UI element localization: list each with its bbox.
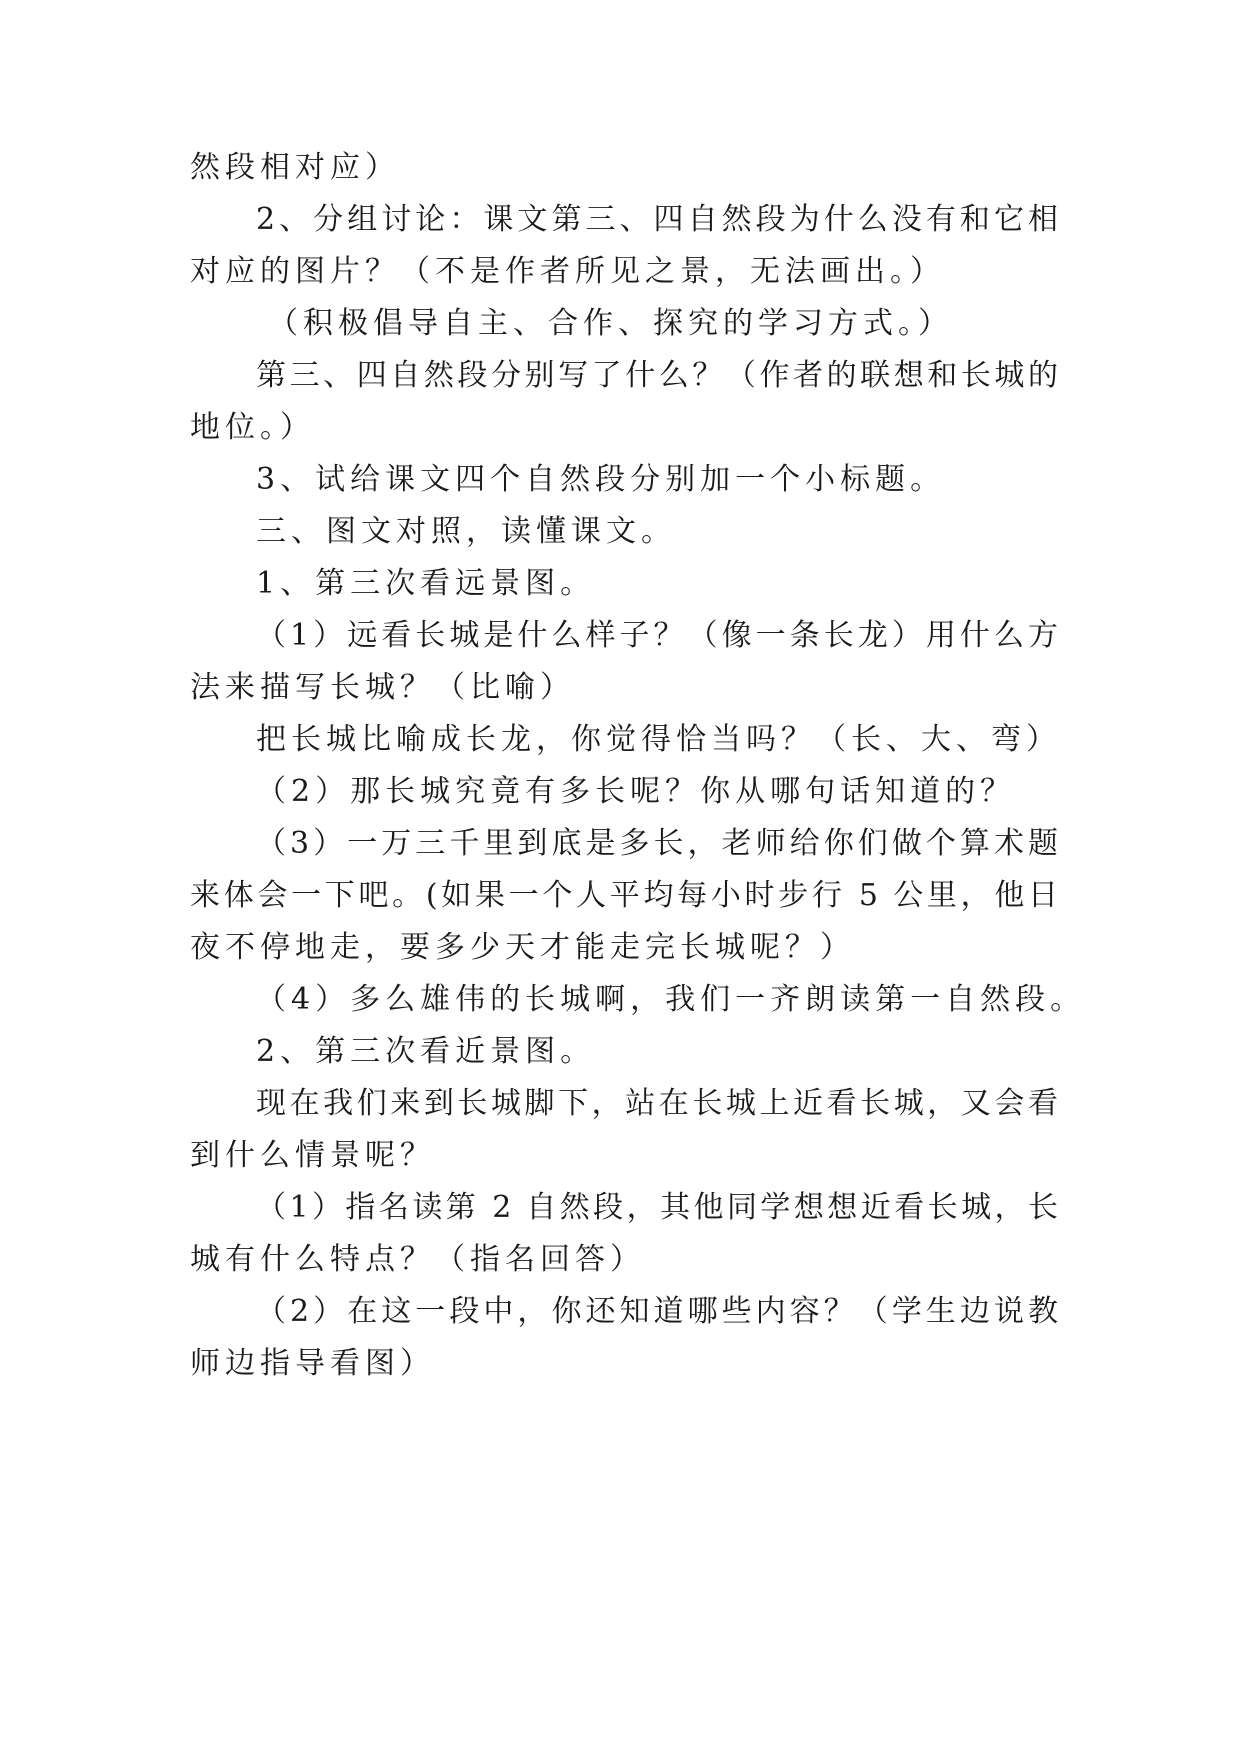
text-line: （2）那长城究竟有多长呢？你从哪句话知道的？: [256, 774, 1016, 809]
text-line: 到什么情景呢？: [190, 1138, 435, 1173]
text-line: 师边指导看图）: [190, 1346, 435, 1381]
text-line: 现在我们来到长城脚下，站在长城上近看长城，又会看: [256, 1086, 1060, 1121]
text-line: 然段相对应）: [190, 150, 400, 185]
text-line: 夜不停地走，要多少天才能走完长城呢？）: [190, 930, 855, 965]
text-line: 第三、四自然段分别写了什么？（作者的联想和长城的: [256, 358, 1060, 393]
text-line: （1）远看长城是什么样子？（像一条长龙）用什么方: [256, 618, 1060, 653]
text-line: 城有什么特点？（指名回答）: [190, 1242, 645, 1277]
text-line: 把长城比喻成长龙，你觉得恰当吗？（长、大、弯）: [256, 722, 1061, 757]
text-line: （积极倡导自主、合作、探究的学习方式。）: [268, 306, 953, 341]
text-line: （1）指名读第 2 自然段，其他同学想想近看长城，长: [256, 1190, 1060, 1225]
text-line: 3、试给课文四个自然段分别加一个小标题。: [256, 462, 946, 497]
text-line: 2、第三次看近景图。: [256, 1034, 596, 1069]
text-line: 2、分组讨论：课文第三、四自然段为什么没有和它相: [256, 202, 1060, 237]
text-line: 对应的图片？（不是作者所见之景，无法画出。）: [190, 254, 945, 289]
text-line: （4）多么雄伟的长城啊，我们一齐朗读第一自然段。: [256, 982, 1086, 1017]
text-line: 三、图文对照，读懂课文。: [256, 514, 676, 549]
text-line: 法来描写长城？（比喻）: [190, 670, 575, 705]
text-line: 1、第三次看远景图。: [256, 566, 596, 601]
text-line: 地位。）: [190, 410, 315, 445]
text-line: （2）在这一段中，你还知道哪些内容？（学生边说教: [256, 1294, 1060, 1329]
text-line: （3）一万三千里到底是多长，老师给你们做个算术题: [256, 826, 1060, 861]
text-line: 来体会一下吧。(如果一个人平均每小时步行 5 公里，他日: [190, 878, 1060, 913]
